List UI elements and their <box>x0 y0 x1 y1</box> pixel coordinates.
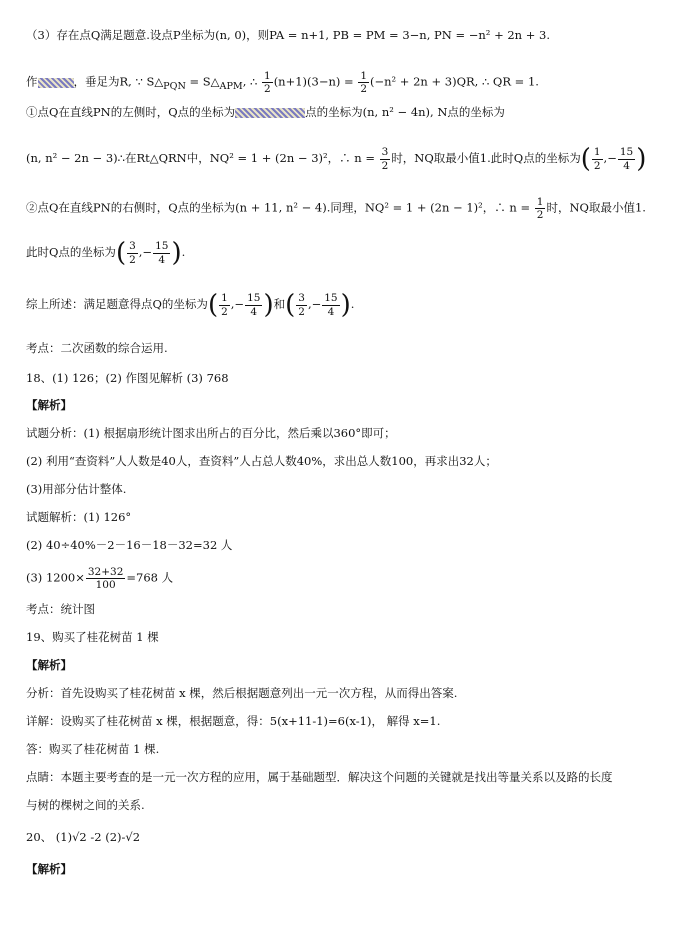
jiexi-heading: 【解析】 <box>26 658 72 672</box>
text-fragment: (−n² + 2n + 3) <box>370 74 457 89</box>
text-line <box>26 70 539 95</box>
text-line: 综上所述：满足题意得点Q的坐标为( $\frac{1}{2}$ ,− $\frac{15}{4}$ )和( $\frac{3}{2}$ ,− $\frac{15}{4}$ ). <box>26 290 355 320</box>
fraction-denominator: 2 <box>264 83 271 96</box>
fraction-denominator: 2 <box>298 305 305 318</box>
text-fragment: ①点Q在直线PN的左侧时，Q点的坐标为 <box>26 105 236 119</box>
fraction-numerator: 3 <box>298 292 305 305</box>
question-19-answer: 19、购买了桂花树苗 1 棵 <box>26 630 159 644</box>
text-line <box>26 566 173 591</box>
fraction <box>592 146 603 171</box>
text-line: 与树的棵树之间的关系. <box>26 798 145 812</box>
fraction-denominator: 2 <box>221 305 228 318</box>
text-fragment: (n+1)(3−n) = <box>273 74 354 89</box>
text-line: (2) 利用“查资料”人人数是40人，查资料”人占总人数40%，求出总人数100，再求出32人； <box>26 454 497 468</box>
text-line: 试题分析：(1) 根据扇形统计图求出所占的百分比，然后乘以360°即可； <box>26 426 396 440</box>
fraction-numerator: 1 <box>536 196 544 208</box>
kaodian: 考点：统计图 <box>26 602 95 616</box>
fraction <box>153 240 170 265</box>
subscript: APM <box>219 80 243 92</box>
text-fragment: ②点Q在直线PN的右侧时，Q点的坐标为(n + 11, n² − 4).同理，NQ² = 1 + (2n − 1)²，∴ n = <box>26 200 531 215</box>
text-line: (n, n² − 2n − 3)∴在Rt△QRN中，NQ² = 1 + (2n − 3)²，∴ n = $\frac{3}{2}$ 时，NQ取最小值1.此时Q点的坐标为( $\frac{1}{2}$ ,− $\frac{15}{4}$ ) <box>26 144 647 174</box>
fraction-denominator: 2 <box>593 159 601 172</box>
text-line <box>26 196 646 221</box>
garbled-formula-image <box>235 108 305 118</box>
fraction-denominator: 4 <box>623 159 630 172</box>
fraction-numerator: 1 <box>360 70 367 82</box>
fraction <box>618 146 635 171</box>
fraction <box>219 292 230 317</box>
fraction-numerator: 3 <box>381 146 389 159</box>
text-fragment: 此时Q点的坐标为 <box>26 245 116 259</box>
text-fragment: =768 人 <box>126 570 174 585</box>
question-18-answer: 18、(1) 126；(2) 作图见解析 (3) 768 <box>26 371 229 385</box>
subscript: PQN <box>163 80 186 92</box>
fraction <box>262 70 273 95</box>
text-line: 此时Q点的坐标为( $\frac{3}{2}$ ,− $\frac{15}{4}$ ). <box>26 238 186 268</box>
fraction-denominator: 2 <box>536 209 544 222</box>
text-fragment: 作 <box>26 74 38 89</box>
text-line: （3）存在点Q满足题意.设点P坐标为(n, 0)，则PA = n+1, PB = PM = 3−n, PN = −n² + 2n + 3. <box>26 28 551 42</box>
fraction <box>322 292 339 317</box>
fraction <box>358 70 369 95</box>
fraction-numerator: 1 <box>593 146 601 159</box>
text-line: 详解：设购买了桂花树苗 x 棵，根据题意，得：5(x+11-1)=6(x-1)， 解得 x=1. <box>26 714 441 728</box>
text-line: 答：购买了桂花树苗 1 棵. <box>26 742 160 756</box>
text-fragment: (n, n² − 2n − 3)∴在Rt△QRN中，NQ² = 1 + (2n − 3)²，∴ n = <box>26 151 375 165</box>
text-fragment: QR, ∴ QR = 1. <box>456 74 539 89</box>
fraction-denominator: 4 <box>250 305 258 318</box>
text-fragment: ，垂足为R, ∵ S△ <box>73 74 164 89</box>
fraction-denominator: 100 <box>95 579 116 592</box>
fraction-denominator: 2 <box>360 83 367 96</box>
garbled-formula-image <box>38 78 74 88</box>
fraction-numerator: 1 <box>264 70 271 82</box>
text-fragment: 时，NQ取最小值1.此时Q点的坐标为 <box>391 151 581 165</box>
text-fragment: 综上所述：满足题意得点Q的坐标为 <box>26 297 208 311</box>
fraction <box>245 292 262 317</box>
fraction-numerator: 15 <box>155 240 169 253</box>
kaodian: 考点：二次函数的综合运用. <box>26 341 168 355</box>
jiexi-heading: 【解析】 <box>26 398 72 412</box>
fraction <box>296 292 307 317</box>
fraction-numerator: 3 <box>129 240 136 253</box>
text-line <box>26 107 505 119</box>
jiexi-heading: 【解析】 <box>26 862 72 876</box>
text-line: (3)用部分估计整体. <box>26 482 127 496</box>
text-line: (2) 40÷40%－2－16－18－32=32 人 <box>26 538 233 552</box>
text-fragment: = S△ <box>185 74 220 89</box>
text-line: 试题解析：(1) 126° <box>26 510 132 524</box>
fraction <box>380 146 391 171</box>
fraction <box>86 566 126 591</box>
text-fragment: , ∴ <box>242 74 258 89</box>
fraction-numerator: 15 <box>324 292 338 305</box>
fraction-numerator: 15 <box>247 292 261 305</box>
question-20-answer: 20、 (1)√2 -2 (2)-√2 <box>26 830 141 844</box>
fraction-numerator: 32+32 <box>87 566 124 578</box>
text-fragment: 和 <box>273 297 286 311</box>
fraction-denominator: 4 <box>327 305 335 318</box>
text-fragment: (3) 1200× <box>26 570 85 585</box>
fraction <box>127 240 138 265</box>
text-line: 分析：首先设购买了桂花树苗 x 棵，然后根据题意列出一元一次方程，从而得出答案. <box>26 686 458 700</box>
fraction <box>535 196 546 221</box>
fraction-denominator: 2 <box>381 159 389 172</box>
text-fragment: 点的坐标为(n, n² − 4n), N点的坐标为 <box>305 105 505 119</box>
fraction-denominator: 4 <box>158 253 166 266</box>
fraction-numerator: 15 <box>619 146 634 159</box>
text-fragment: 时，NQ取最小值1. <box>546 200 646 215</box>
fraction-numerator: 1 <box>221 292 228 305</box>
text-line: 点睛：本题主要考查的是一元一次方程的应用，属于基础题型．解决这个问题的关键就是找出等量关系以及路的长度 <box>26 770 613 784</box>
fraction-denominator: 2 <box>129 253 136 266</box>
